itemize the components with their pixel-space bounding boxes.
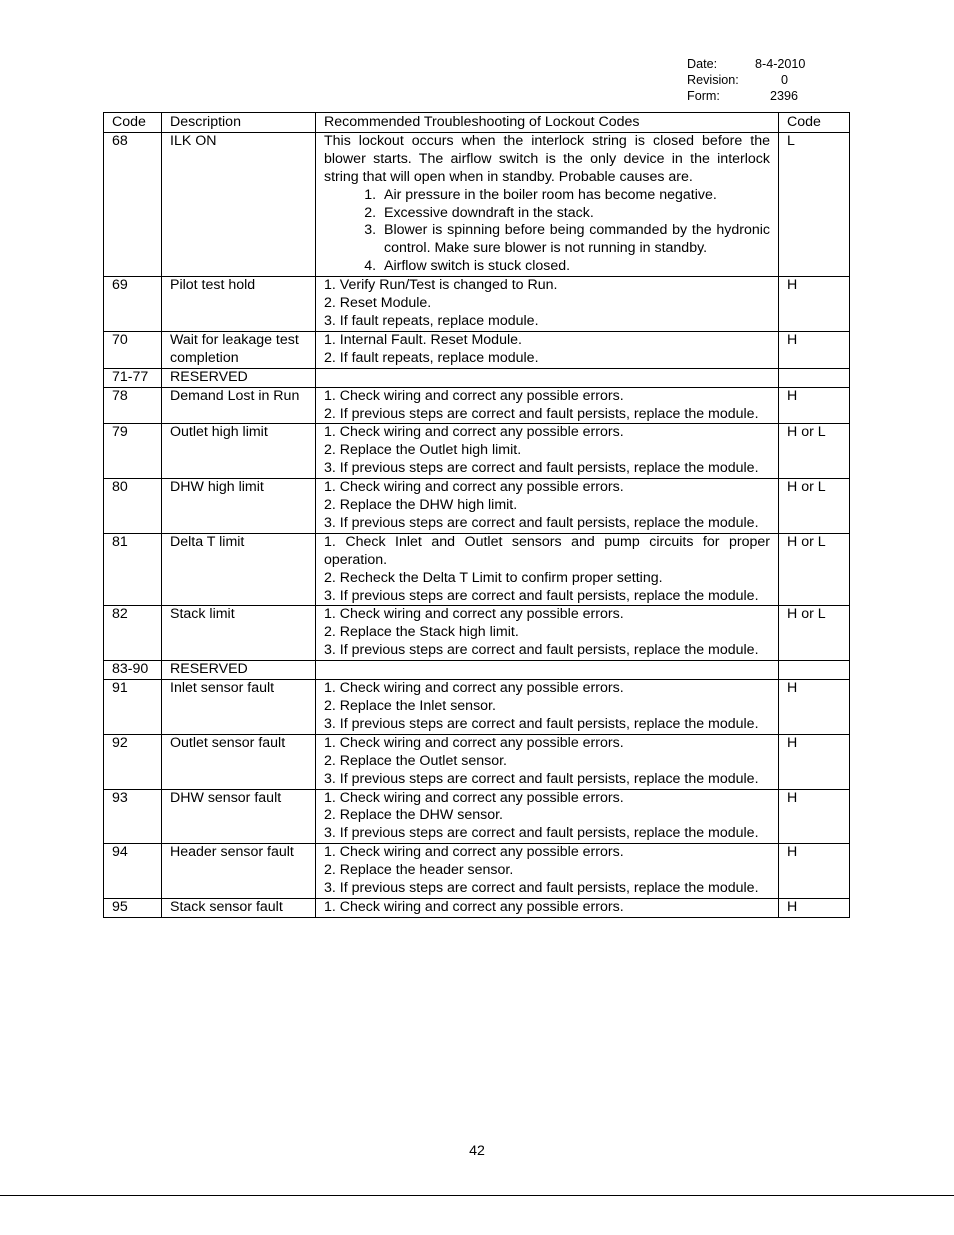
probable-causes-list — [324, 187, 770, 277]
row-description: ILK ON — [162, 132, 316, 276]
list-item: 3. Blower is spinning before being commanded by the hydronic control. Make sure blower is not running in standby. — [380, 222, 770, 258]
troubleshooting-step: 1. Check wiring and correct any possible errors. — [324, 789, 624, 806]
troubleshooting-step: 2. Replace the Inlet sensor. — [324, 698, 496, 714]
row-level-code — [779, 661, 850, 680]
troubleshooting-step: 3. If previous steps are correct and fault persists, replace the module. — [324, 770, 759, 787]
header-level-code: Code — [779, 113, 850, 133]
table-row — [104, 479, 850, 534]
troubleshooting-step: 3. If previous steps are correct and fault persists, replace the module. — [324, 514, 759, 531]
row-level-code: H — [779, 277, 850, 332]
row-code: 81 — [104, 533, 162, 606]
row-level-code: H or L — [779, 533, 850, 606]
row-code: 92 — [104, 734, 162, 789]
troubleshooting-step: 1. Verify Run/Test is changed to Run. — [324, 277, 558, 294]
row-description: Demand Lost in Run — [162, 387, 316, 424]
troubleshooting-step: 2. Replace the Outlet sensor. — [324, 752, 507, 769]
list-item: 2. Excessive downdraft in the stack. — [380, 205, 770, 223]
row-code: 68 — [104, 132, 162, 276]
troubleshooting-step: 3. If previous steps are correct and fault persists, replace the module. — [324, 587, 759, 604]
table-row — [104, 789, 850, 844]
row-code: 70 — [104, 331, 162, 368]
table-row — [104, 606, 850, 661]
troubleshooting-step: 1. Check wiring and correct any possible errors. — [324, 844, 624, 861]
troubleshooting-step: 1. Check wiring and correct any possible errors. — [324, 680, 624, 697]
revision-line — [687, 72, 805, 88]
row-troubleshooting — [316, 734, 779, 789]
date-label: Date: — [687, 57, 718, 71]
row-level-code: H or L — [779, 479, 850, 534]
troubleshooting-step: 1. Check wiring and correct any possible errors. — [324, 734, 624, 751]
date-value: 8-4-2010 — [755, 57, 806, 71]
troubleshooting-step: 2. If fault repeats, replace module. — [324, 349, 539, 366]
troubleshooting-step: 1. Check wiring and correct any possible errors. — [324, 606, 624, 623]
troubleshooting-step: 3. If previous steps are correct and fault persists, replace the module. — [324, 880, 759, 897]
row-description: Stack limit — [162, 606, 316, 661]
table-body — [104, 132, 850, 917]
troubleshooting-step: 1. Internal Fault. Reset Module. — [324, 331, 522, 348]
list-item: 1. Air pressure in the boiler room has become negative. — [380, 187, 770, 205]
table-row — [104, 132, 850, 276]
row-description: DHW sensor fault — [162, 789, 316, 844]
row-code: 91 — [104, 680, 162, 735]
revision-value: 0 — [781, 73, 789, 87]
page-number: 42 — [469, 1143, 485, 1159]
troubleshooting-step: 2. Replace the Stack high limit. — [324, 624, 519, 641]
row-code: 94 — [104, 844, 162, 899]
table-row — [104, 277, 850, 332]
troubleshooting-step: 1. Check wiring and correct any possible errors. — [324, 898, 624, 915]
row-troubleshooting — [316, 844, 779, 899]
table-row — [104, 661, 850, 680]
troubleshooting-step: 1. Check wiring and correct any possible errors. — [324, 387, 624, 404]
troubleshooting-step: 2. Recheck the Delta T Limit to confirm proper setting. — [324, 569, 663, 586]
troubleshooting-step: 3. If previous steps are correct and fault persists, replace the module. — [324, 460, 759, 477]
footer-rule — [0, 1195, 954, 1196]
row-level-code: H — [779, 331, 850, 368]
row-level-code: H or L — [779, 606, 850, 661]
document-header — [687, 56, 805, 104]
row-level-code: H or L — [779, 424, 850, 479]
row-troubleshooting — [316, 277, 779, 332]
row-troubleshooting — [316, 424, 779, 479]
table-row — [104, 424, 850, 479]
table-row — [104, 844, 850, 899]
row-code: 69 — [104, 277, 162, 332]
table-header-row — [104, 113, 850, 133]
row-level-code: H — [779, 844, 850, 899]
row-level-code: H — [779, 789, 850, 844]
troubleshooting-step: 2. Replace the DHW sensor. — [324, 807, 503, 824]
header-troubleshooting: Recommended Troubleshooting of Lockout Codes — [316, 113, 779, 133]
row-level-code: H — [779, 734, 850, 789]
list-item: 4. Airflow switch is stuck closed. — [380, 258, 770, 276]
troubleshooting-step: 1. Check wiring and correct any possible errors. — [324, 479, 624, 496]
row-code: 95 — [104, 898, 162, 917]
row-description: Outlet high limit — [162, 424, 316, 479]
row-description: Inlet sensor fault — [162, 680, 316, 735]
row-troubleshooting — [316, 789, 779, 844]
row-code: 80 — [104, 479, 162, 534]
row-description: Header sensor fault — [162, 844, 316, 899]
row-code: 83-90 — [104, 661, 162, 680]
troubleshooting-step: 2. Reset Module. — [324, 295, 432, 312]
table-row — [104, 734, 850, 789]
row-level-code — [779, 368, 850, 387]
troubleshooting-step: 1. Check Inlet and Outlet sensors and pump circuits for proper operation. — [324, 533, 770, 568]
row-troubleshooting — [316, 387, 779, 424]
troubleshooting-step: 3. If previous steps are correct and fault persists, replace the module. — [324, 715, 759, 732]
row-code: 78 — [104, 387, 162, 424]
troubleshooting-intro: This lockout occurs when the interlock string is closed before the blower starts. The airflow switch is the only device in the interlock string that will open when in standby. Probable causes are. — [324, 132, 770, 185]
troubleshooting-step: 2. Replace the header sensor. — [324, 862, 514, 879]
table-row — [104, 680, 850, 735]
header-code: Code — [104, 113, 162, 133]
row-description: Wait for leakage test completion — [162, 331, 316, 368]
row-description: DHW high limit — [162, 479, 316, 534]
row-level-code: H — [779, 680, 850, 735]
row-troubleshooting — [316, 479, 779, 534]
row-troubleshooting — [316, 331, 779, 368]
row-troubleshooting — [316, 533, 779, 606]
date-line — [687, 56, 805, 72]
row-code: 82 — [104, 606, 162, 661]
troubleshooting-step: 2. If previous steps are correct and fault persists, replace the module. — [324, 405, 759, 422]
row-description: Pilot test hold — [162, 277, 316, 332]
row-level-code: L — [779, 132, 850, 276]
table-row — [104, 368, 850, 387]
row-code: 71-77 — [104, 368, 162, 387]
form-value: 2396 — [770, 89, 799, 103]
row-code: 93 — [104, 789, 162, 844]
row-description: RESERVED — [162, 368, 316, 387]
troubleshooting-step: 2. Replace the Outlet high limit. — [324, 442, 522, 459]
row-description: Outlet sensor fault — [162, 734, 316, 789]
troubleshooting-step: 3. If previous steps are correct and fault persists, replace the module. — [324, 825, 759, 842]
table-row — [104, 331, 850, 368]
row-troubleshooting — [316, 606, 779, 661]
row-description: Delta T limit — [162, 533, 316, 606]
form-label: Form: — [687, 89, 720, 103]
row-troubleshooting — [316, 132, 779, 276]
header-description: Description — [162, 113, 316, 133]
table-row — [104, 898, 850, 917]
row-troubleshooting — [316, 680, 779, 735]
form-line — [687, 88, 805, 104]
table-row — [104, 387, 850, 424]
troubleshooting-step: 3. If previous steps are correct and fault persists, replace the module. — [324, 642, 759, 659]
troubleshooting-step: 2. Replace the DHW high limit. — [324, 497, 518, 514]
row-code: 79 — [104, 424, 162, 479]
troubleshooting-step: 1. Check wiring and correct any possible errors. — [324, 424, 624, 441]
revision-label: Revision: — [687, 73, 739, 87]
row-description: Stack sensor fault — [162, 898, 316, 917]
row-level-code: H — [779, 387, 850, 424]
lockout-codes-table — [103, 112, 850, 918]
row-troubleshooting — [316, 898, 779, 917]
row-troubleshooting — [316, 368, 779, 387]
row-description: RESERVED — [162, 661, 316, 680]
troubleshooting-step: 3. If fault repeats, replace module. — [324, 312, 539, 329]
row-level-code: H — [779, 898, 850, 917]
table-row — [104, 533, 850, 606]
row-troubleshooting — [316, 661, 779, 680]
